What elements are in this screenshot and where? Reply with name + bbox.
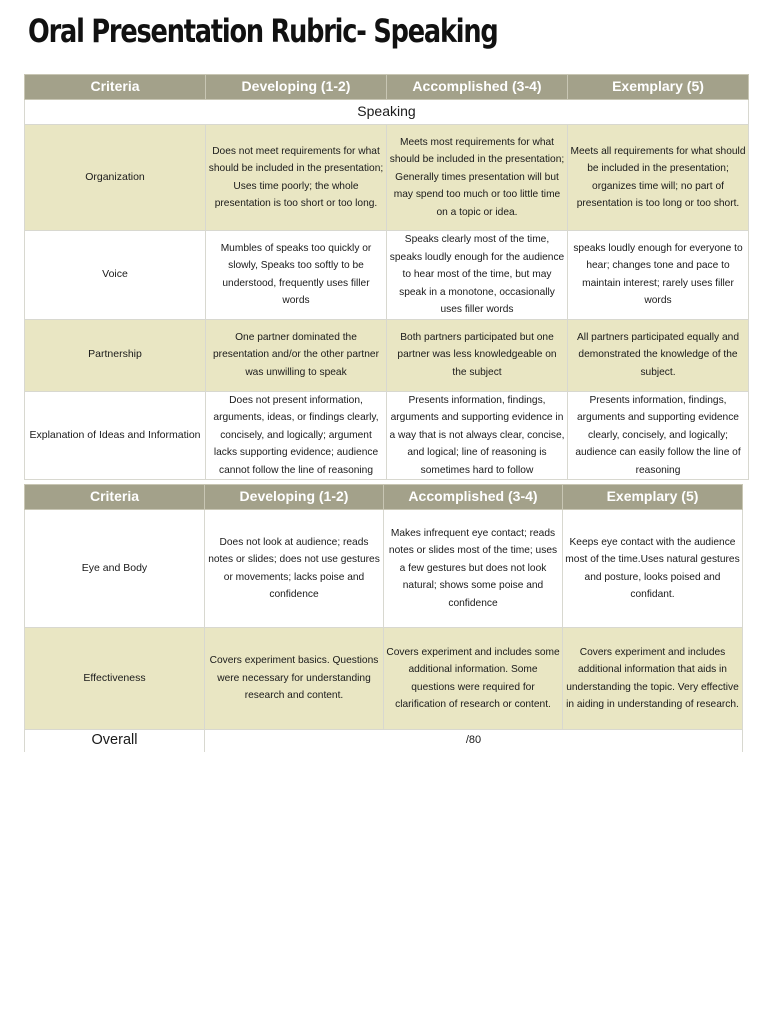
exemplary-cell: Meets all requirements for what should be included in the presentation; organizes time will; no part of presentation is too long or too short. [568,125,749,231]
developing-cell: Mumbles of speaks too quickly or slowly, Speaks too softly to be understood, frequently uses filler words [206,231,387,320]
table-row [25,231,749,320]
developing-cell: Covers experiment basics. Questions were necessary for understanding research and content. [205,628,384,730]
developing-cell: Does not present information, arguments, ideas, or findings clearly, concisely, and logically; argument lacks supporting evidence; audience cannot follow the line of reasoning [206,391,387,480]
accomplished-cell: Speaks clearly most of the time, speaks loudly enough for the audience to hear most of the time, but may speak in a monotone, occasionally uses filler words [387,231,568,320]
exemplary-cell: Keeps eye contact with the audience most of the time.Uses natural gestures and posture, looks poised and confidant. [563,510,743,628]
table-row [25,510,743,628]
table-row [25,125,749,231]
developing-cell: Does not look at audience; reads notes or slides; does not use gestures or movements; lacks poise and confidence [205,510,384,628]
criteria-cell: Organization [25,125,206,231]
criteria-cell: Effectiveness [25,628,205,730]
overall-score: /80 [205,730,743,753]
table-row [25,319,749,391]
developing-cell: One partner dominated the presentation and/or the other partner was unwilling to speak [206,319,387,391]
header-criteria: Criteria [25,485,205,510]
section-row [25,100,749,125]
exemplary-cell: Presents information, findings, arguments and supporting evidence clearly, concisely, and logically; audience can easily follow the line of reasoning [568,391,749,480]
accomplished-cell: Covers experiment and includes some additional information. Some questions were required for clarification of research or content. [384,628,563,730]
header-exemplary: Exemplary (5) [568,75,749,100]
exemplary-cell: All partners participated equally and demonstrated the knowledge of the subject. [568,319,749,391]
accomplished-cell: Presents information, findings, arguments and supporting evidence in a way that is not always clear, concise, and logical; line of reasoning is sometimes hard to follow [387,391,568,480]
header-developing: Developing (1-2) [206,75,387,100]
rubric-table-speaking [24,74,749,480]
criteria-cell: Partnership [25,319,206,391]
table-row [25,391,749,480]
developing-cell: Does not meet requirements for what should be included in the presentation; Uses time poorly; the whole presentation is too short or too long. [206,125,387,231]
table-row [25,628,743,730]
header-row [25,75,749,100]
accomplished-cell: Both partners participated but one partner was less knowledgeable on the subject [387,319,568,391]
exemplary-cell: Covers experiment and includes additional information that aids in understanding the topic. Very effective in aiding in understanding of research. [563,628,743,730]
page-title: Oral Presentation Rubric- Speaking [28,12,498,50]
criteria-cell: Voice [25,231,206,320]
header-exemplary: Exemplary (5) [563,485,743,510]
exemplary-cell: speaks loudly enough for everyone to hear; changes tone and pace to maintain interest; rarely uses filler words [568,231,749,320]
header-row [25,485,743,510]
header-criteria: Criteria [25,75,206,100]
overall-label: Overall [25,730,205,753]
criteria-cell: Eye and Body [25,510,205,628]
accomplished-cell: Meets most requirements for what should be included in the presentation; Generally times presentation will but may spend too much or too little time on a topic or idea. [387,125,568,231]
criteria-cell: Explanation of Ideas and Information [25,391,206,480]
header-accomplished: Accomplished (3-4) [384,485,563,510]
accomplished-cell: Makes infrequent eye contact; reads notes or slides most of the time; uses a few gestures but does not look natural; shows some poise and confidence [384,510,563,628]
header-accomplished: Accomplished (3-4) [387,75,568,100]
header-developing: Developing (1-2) [205,485,384,510]
rubric-table-delivery [24,484,743,752]
overall-row [25,730,743,753]
section-title: Speaking [25,100,749,125]
